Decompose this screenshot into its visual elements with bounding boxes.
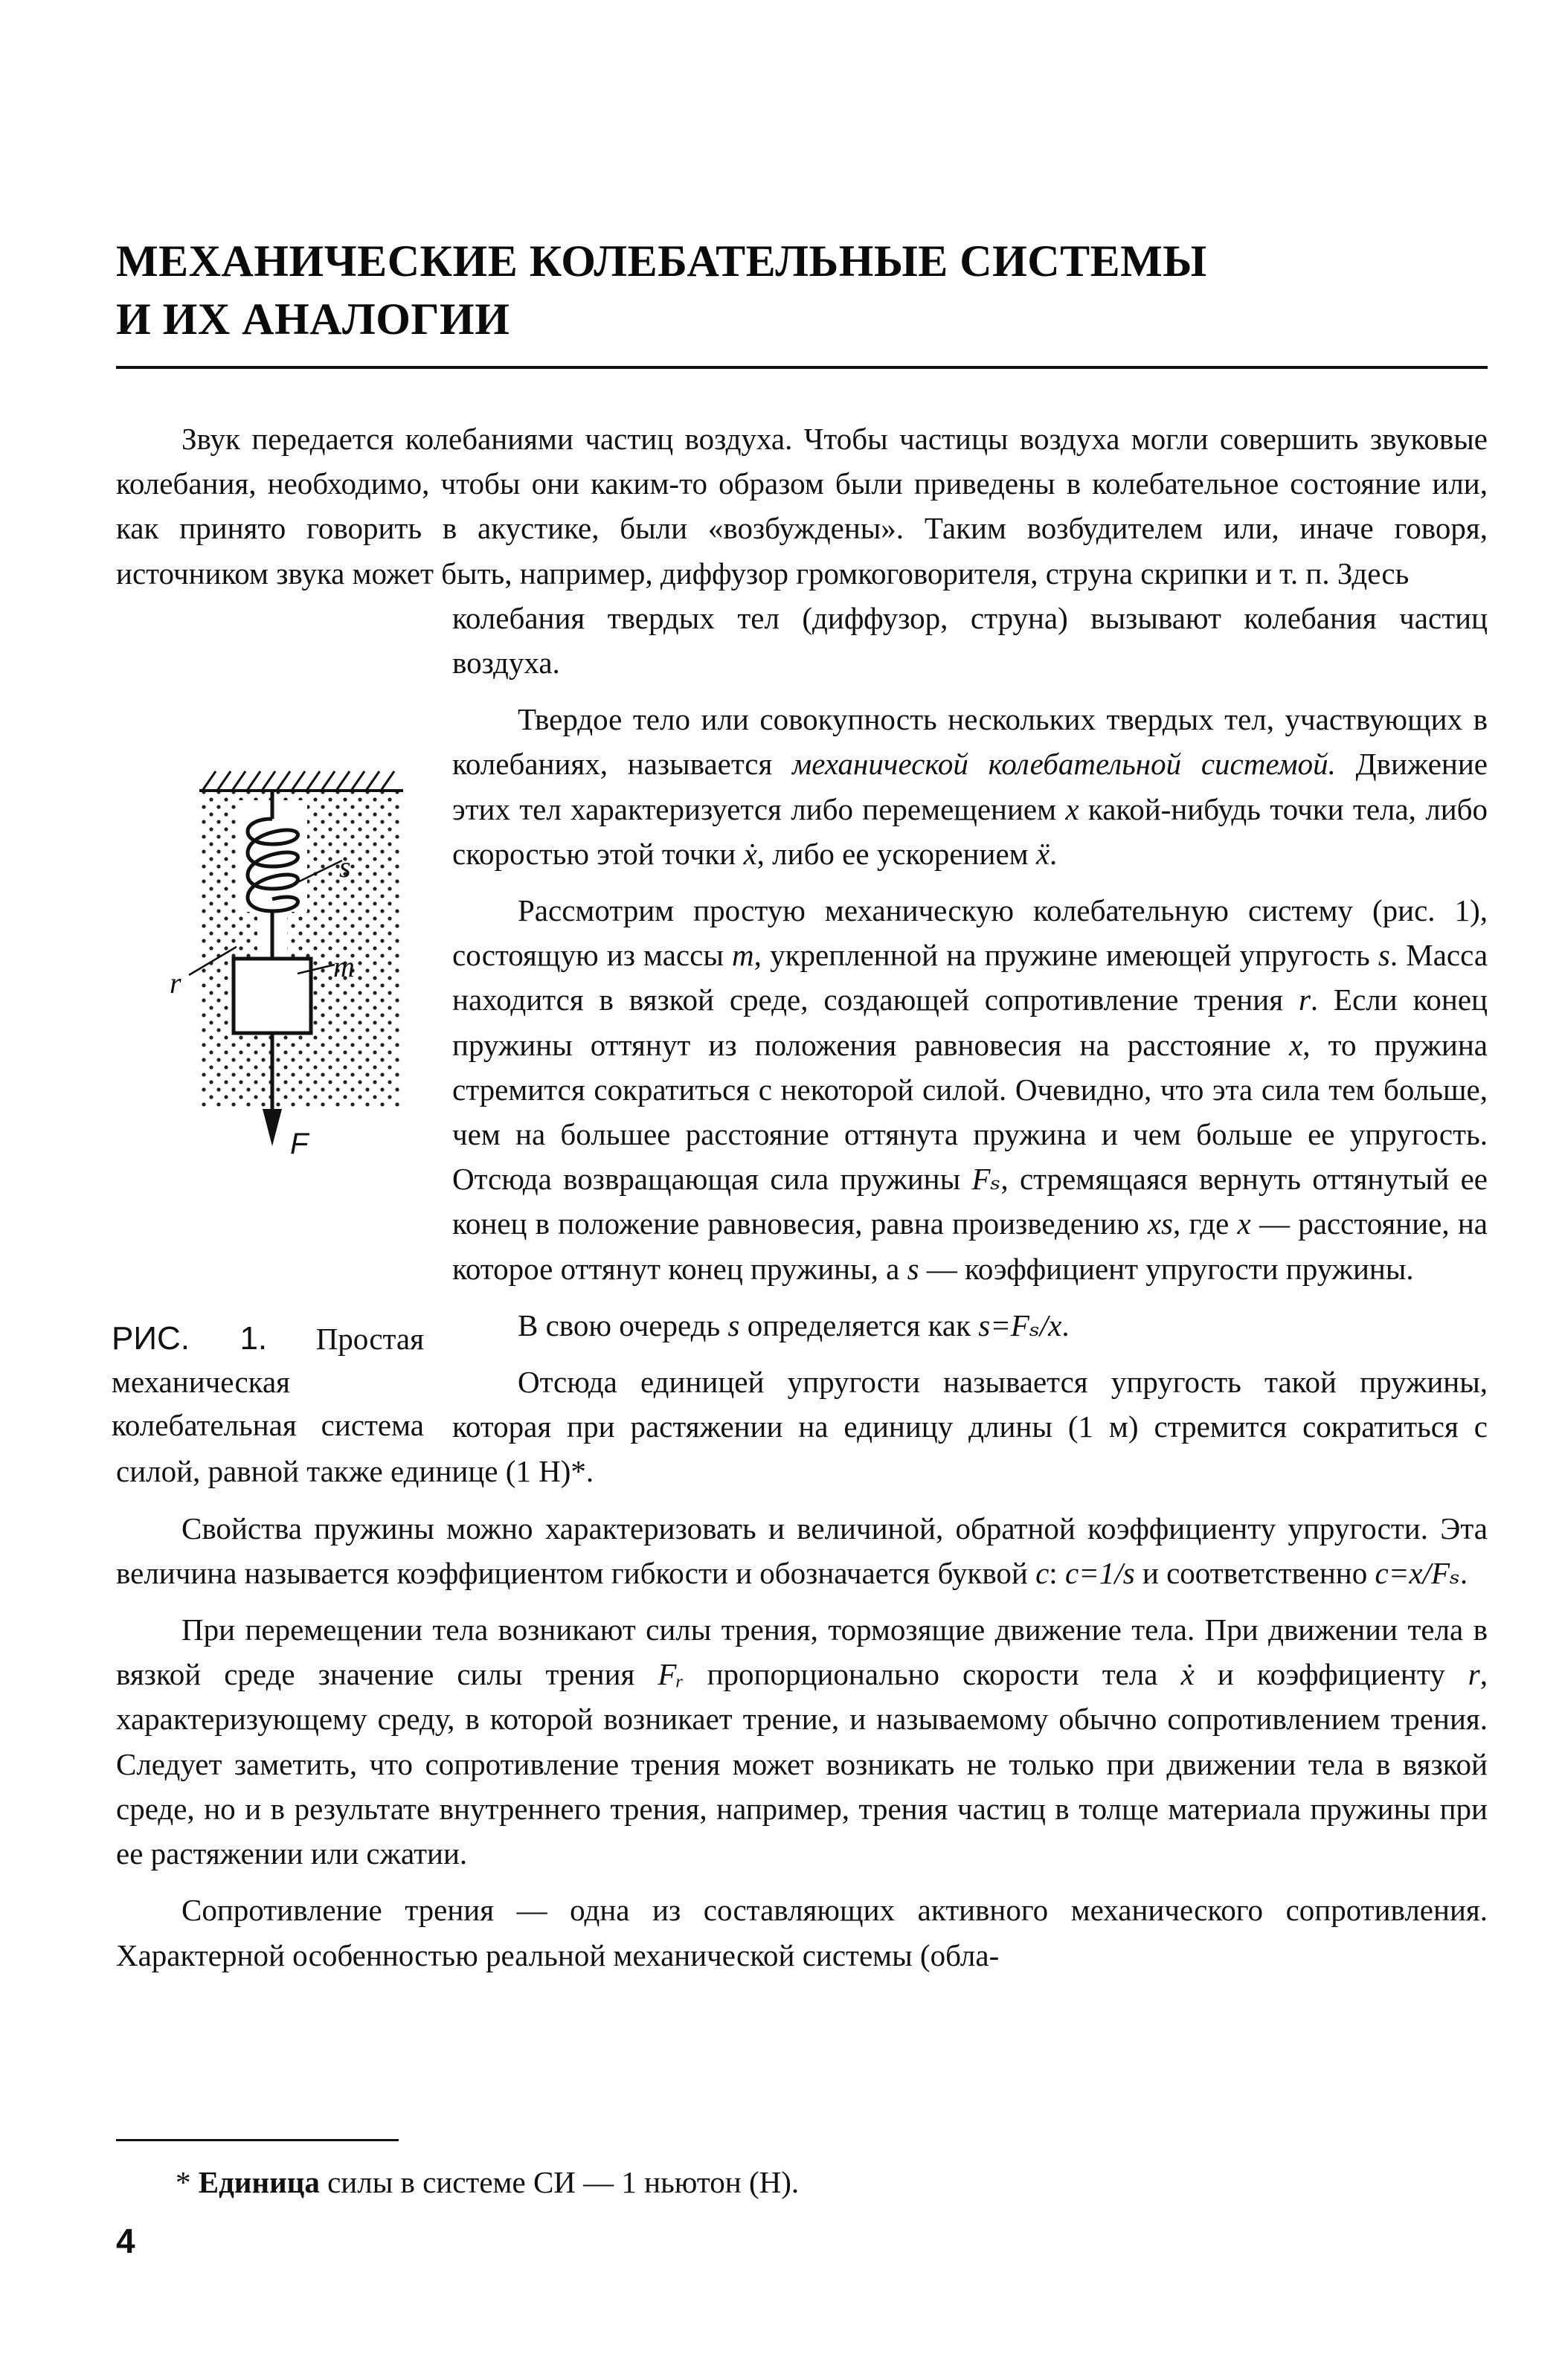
p3-var-x2: x bbox=[1237, 1206, 1251, 1241]
spring-mass-diagram bbox=[112, 596, 433, 1310]
figure-caption-label: РИС. 1. bbox=[112, 1319, 268, 1357]
paragraph-1-wrap-text: колебания твердых тел (диффузор, струна) вызывают колебания частиц воздуха. bbox=[452, 600, 1488, 681]
p3-text-5: , то пружина стремится сократиться с некоторой силой. Очевидно, что эта сила тем больше, чем на большее расстояние оттянута пружина и чем больше ее упругость. Отсюда возвращающая сила пружины bbox=[452, 1027, 1488, 1197]
p4-var-s: s bbox=[727, 1308, 740, 1342]
footnote-star: * bbox=[176, 2165, 191, 2199]
p4-formula: s=Fₛ/x bbox=[978, 1308, 1062, 1342]
p3-text-2: , укрепленной на пружине имеющей упругость bbox=[753, 938, 1378, 973]
p3-var-fs: Fₛ bbox=[971, 1162, 1001, 1197]
p7-text-4: , характеризующему среду, в которой возникает трение, и называемому обычно сопротивлением трения. Следует заметить, что сопротивление трения может возникать не только при движении тела в вязкой среде, но и в результате внутреннего трения, например, трения частиц в толще материала пружины при ее растяжении или сжатии. bbox=[116, 1657, 1488, 1871]
p3-var-xs: xs bbox=[1147, 1206, 1173, 1241]
p2-text-2: Движение этих тел характеризуется либо перемещением bbox=[452, 747, 1488, 826]
p2-var-xdot: ẋ bbox=[743, 836, 757, 871]
p6-text-2: : bbox=[1049, 1555, 1065, 1590]
p7-var-fr: Fᵣ bbox=[658, 1657, 684, 1692]
p2-var-x: x bbox=[1065, 791, 1079, 826]
label-m: m bbox=[333, 949, 355, 983]
chapter-title-line-2: И ИХ АНАЛОГИИ bbox=[116, 295, 510, 344]
footnote bbox=[176, 2161, 799, 2203]
ceiling-support bbox=[199, 771, 403, 791]
force-arrow-icon bbox=[263, 1109, 282, 1146]
p6-formula-2: c=x/Fₛ bbox=[1375, 1555, 1460, 1590]
paragraph-6 bbox=[116, 1506, 1488, 1595]
label-r: r bbox=[170, 965, 181, 1000]
footnote-bold: Единица bbox=[198, 2165, 320, 2199]
p6-text-3: и соответственно bbox=[1134, 1555, 1375, 1590]
p3-text-6: , стремящаяся вернуть оттянутый ее конец в положение равновесия, равна произведению bbox=[452, 1162, 1488, 1241]
mass-block bbox=[234, 959, 311, 1033]
p3-var-s2: s bbox=[907, 1251, 919, 1286]
p2-text-1: Твердое тело или совокупность нескольких твердых тел, участвующих в колебаниях, называется bbox=[452, 702, 1488, 782]
p2-text-4: , либо ее ускорением bbox=[756, 836, 1036, 871]
p3-var-s: s bbox=[1378, 938, 1390, 973]
p3-var-x: x bbox=[1289, 1027, 1303, 1062]
paragraph-1 bbox=[116, 416, 1488, 596]
p6-text-1: Свойства пружины можно характеризовать и величиной, обратной коэффициенту упругости. Эта величина называется коэффициентом гибкости и обозначается буквой bbox=[116, 1511, 1488, 1590]
footnote-rule bbox=[116, 2139, 399, 2141]
p7-var-xdot: ẋ bbox=[1180, 1657, 1195, 1692]
footnote-text: силы в системе СИ — 1 ньютон (Н). bbox=[319, 2165, 800, 2199]
label-s: s bbox=[339, 849, 351, 884]
p4-text-2: определяется как bbox=[739, 1308, 979, 1342]
paragraph-1-text: Звук передается колебаниями частиц воздуха. Чтобы частицы воздуха могли совершить звуковые колебания, необходимо, чтобы они каким-то образом были приведены в колебательное состояние или, как принято говорить в акустике, были «возбуждены». Таким возбудителем или, иначе говоря, источником звука может быть, например, диффузор громкоговорителя, струна скрипки и т. п. Здесь bbox=[116, 422, 1488, 591]
p3-text-9: — коэффициент упругости пружины. bbox=[919, 1251, 1414, 1286]
p7-text-1: При перемещении тела возникают силы трения, тормозящие движение тела. При движении тела в вязкой среде значение силы трения bbox=[116, 1612, 1488, 1692]
figure-caption bbox=[112, 1317, 424, 1447]
chapter-title bbox=[116, 232, 1492, 348]
chapter-title-line-1: МЕХАНИЧЕСКИЕ КОЛЕБАТЕЛЬНЫЕ СИСТЕМЫ bbox=[116, 237, 1207, 286]
p7-var-r: r bbox=[1468, 1657, 1480, 1692]
p6-var-c: c bbox=[1035, 1555, 1050, 1590]
p4-text-1: В свою очередь bbox=[518, 1308, 728, 1342]
p4-text-3: . bbox=[1061, 1308, 1070, 1342]
body-text bbox=[112, 416, 1488, 1978]
p3-text-4: . Если конец пружины оттянут из положения равновесия на расстояние bbox=[452, 982, 1488, 1062]
page-number: 4 bbox=[116, 2222, 135, 2260]
p2-term: механической колебательной системой. bbox=[792, 747, 1336, 782]
p7-text-3: и коэффициенту bbox=[1194, 1657, 1468, 1692]
p3-text-1: Рассмотрим простую механическую колебательную систему (рис. 1), состоящую из массы bbox=[452, 893, 1488, 973]
p3-text-8: — расстояние, на которое оттянут конец пружины, а bbox=[452, 1206, 1488, 1286]
p2-text-5: . bbox=[1050, 836, 1058, 871]
p3-var-m: m bbox=[732, 938, 754, 973]
p7-text-2: пропорционально скорости тела bbox=[684, 1657, 1181, 1692]
p2-text-3: какой-нибудь точки тела, либо скоростью этой точки bbox=[452, 791, 1488, 871]
paragraph-7 bbox=[116, 1607, 1488, 1876]
p3-var-r: r bbox=[1298, 982, 1311, 1017]
p3-text-3: . Масса находится в вязкой среде, создающей сопротивление трения bbox=[452, 938, 1488, 1017]
title-rule bbox=[116, 366, 1488, 369]
paragraph-8 bbox=[116, 1888, 1488, 1977]
figure-1 bbox=[112, 596, 433, 1448]
p3-text-7: , где bbox=[1172, 1206, 1238, 1241]
figure-caption-text: Простая механическая колебательная система bbox=[112, 1321, 424, 1442]
label-F: F bbox=[290, 1127, 309, 1160]
p8-text: Сопротивление трения — одна из составляющих активного механического сопротивления. Характерной особенностью реальной механической системы (обла- bbox=[116, 1893, 1488, 1972]
p6-text-4: . bbox=[1459, 1555, 1468, 1590]
p6-formula-1: c=1/s bbox=[1064, 1555, 1135, 1590]
p5-text: Отсюда единицей упругости называется упругость такой пружины, которая при растяжении на единицу длины (1 м) стремится сократиться с силой, равной также единице (1 Н)*. bbox=[116, 1365, 1488, 1489]
p2-var-xddot: ẍ bbox=[1035, 836, 1050, 871]
